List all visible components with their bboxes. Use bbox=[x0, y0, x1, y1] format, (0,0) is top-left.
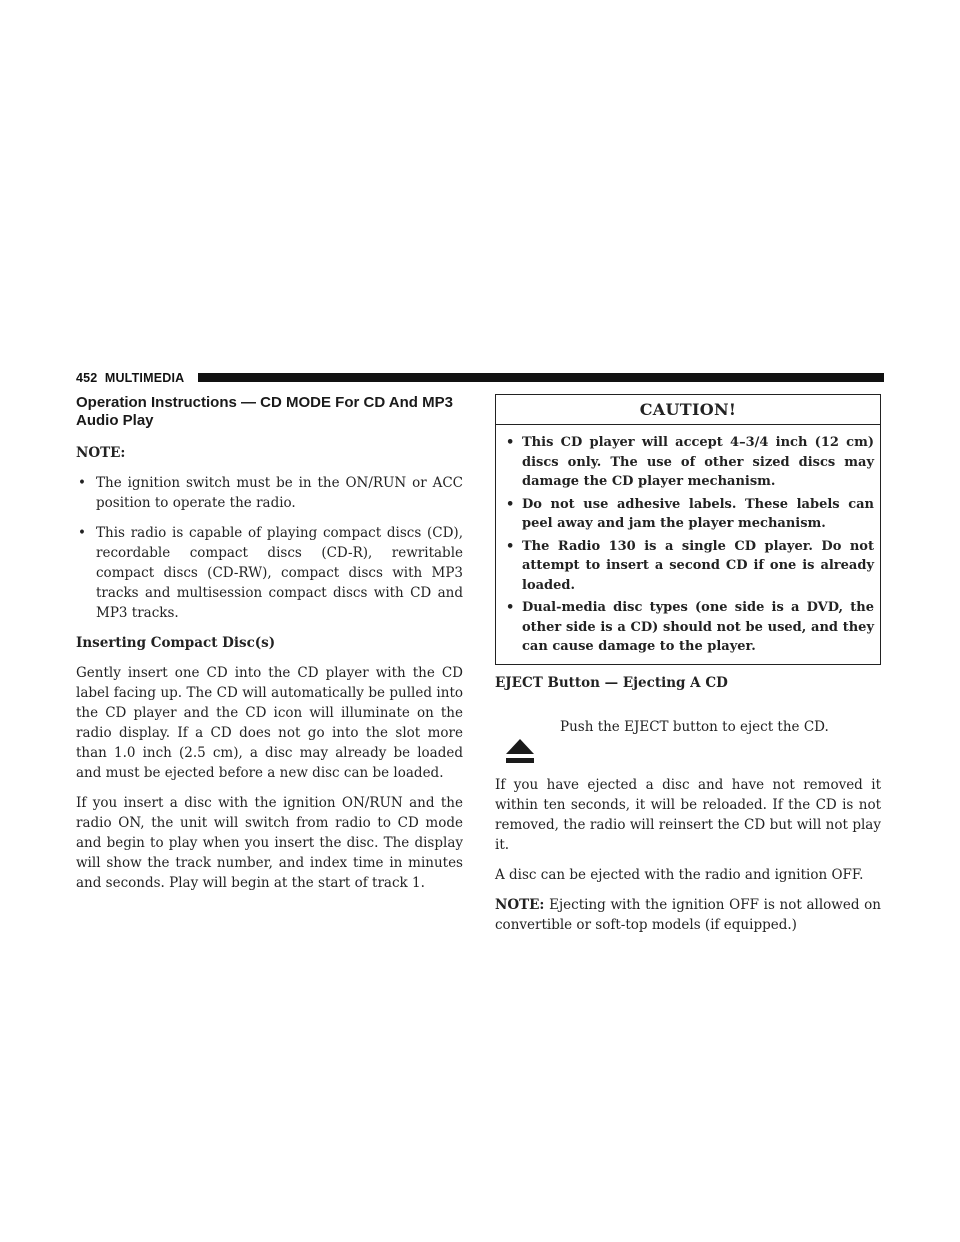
bullet: • bbox=[78, 525, 86, 541]
note-text: Ejecting with the ignition OFF is not allowed on convertible or soft-top models (if equipped.) bbox=[495, 896, 881, 933]
caution-item: • Do not use adhesive labels. These labels can peel away and jam the player mechanism. bbox=[506, 496, 874, 531]
bullet: • bbox=[506, 435, 515, 450]
bullet: • bbox=[506, 496, 515, 512]
eject-instruction: Push the EJECT button to eject the CD. bbox=[560, 718, 829, 735]
header-rule bbox=[198, 373, 884, 382]
caution-item: • The Radio 130 is a single CD player. Do not attempt to insert a second CD if one is already loaded. bbox=[506, 538, 874, 593]
eject-instruction-row bbox=[495, 693, 881, 775]
section-name: MULTIMEDIA bbox=[104, 371, 185, 385]
eject-note bbox=[495, 895, 881, 935]
section-title: Operation Instructions — CD MODE For CD And MP3 Audio Play bbox=[76, 394, 453, 429]
body-paragraph: A disc can be ejected with the radio and ignition OFF. bbox=[495, 866, 864, 883]
body-paragraph: If you insert a disc with the ignition ON/RUN and the radio ON, the unit will switch from radio to CD mode and begin to play when you insert the disc. The display will show the track number, and index time in minutes and seconds. Play will begin at the start of track 1. bbox=[76, 795, 463, 891]
inserting-heading: Inserting Compact Disc(s) bbox=[76, 635, 276, 651]
right-column bbox=[495, 394, 881, 935]
caution-box bbox=[495, 394, 881, 665]
left-column bbox=[76, 394, 463, 903]
bullet: • bbox=[506, 600, 515, 615]
note-label: NOTE: bbox=[76, 445, 126, 461]
note-item: • This radio is capable of playing compact discs (CD), recordable compact discs (CD-R), rewritable compact discs (CD-RW), compact discs with MP3 tracks and multisession compact discs with CD and MP3 tracks. bbox=[78, 525, 463, 621]
page-header bbox=[76, 371, 884, 385]
eject-icon bbox=[505, 738, 535, 764]
page-number-section bbox=[76, 371, 184, 385]
bullet: • bbox=[506, 538, 515, 554]
caution-item: • Dual-media disc types (one side is a DVD, the other side is a CD) should not be used, and they can cause damage to the player. bbox=[506, 600, 874, 654]
eject-heading: EJECT Button — Ejecting A CD bbox=[495, 674, 728, 691]
note-label: NOTE: bbox=[495, 896, 545, 913]
page-number: 452 bbox=[76, 371, 98, 385]
note-item: • The ignition switch must be in the ON/RUN or ACC position to operate the radio. bbox=[78, 475, 463, 511]
caution-title: CAUTION! bbox=[496, 395, 880, 425]
caution-item: • This CD player will accept 4–3/4 inch (12 cm) discs only. The use of other sized discs may damage the CD player mechanism. bbox=[506, 435, 874, 489]
caution-list bbox=[496, 425, 880, 664]
note-list bbox=[76, 473, 463, 623]
body-paragraph: If you have ejected a disc and have not removed it within ten seconds, it will be reloaded. If the CD is not removed, the radio will reinsert the CD but will not play it. bbox=[495, 776, 881, 853]
body-paragraph: Gently insert one CD into the CD player with the CD label facing up. The CD will automatically be pulled into the CD player and the CD icon will illuminate on the radio display. If a CD does not go into the slot more than 1.0 inch (2.5 cm), a disc may already be loaded and must be ejected before a new disc can be loaded. bbox=[76, 665, 463, 781]
bullet: • bbox=[78, 475, 86, 491]
